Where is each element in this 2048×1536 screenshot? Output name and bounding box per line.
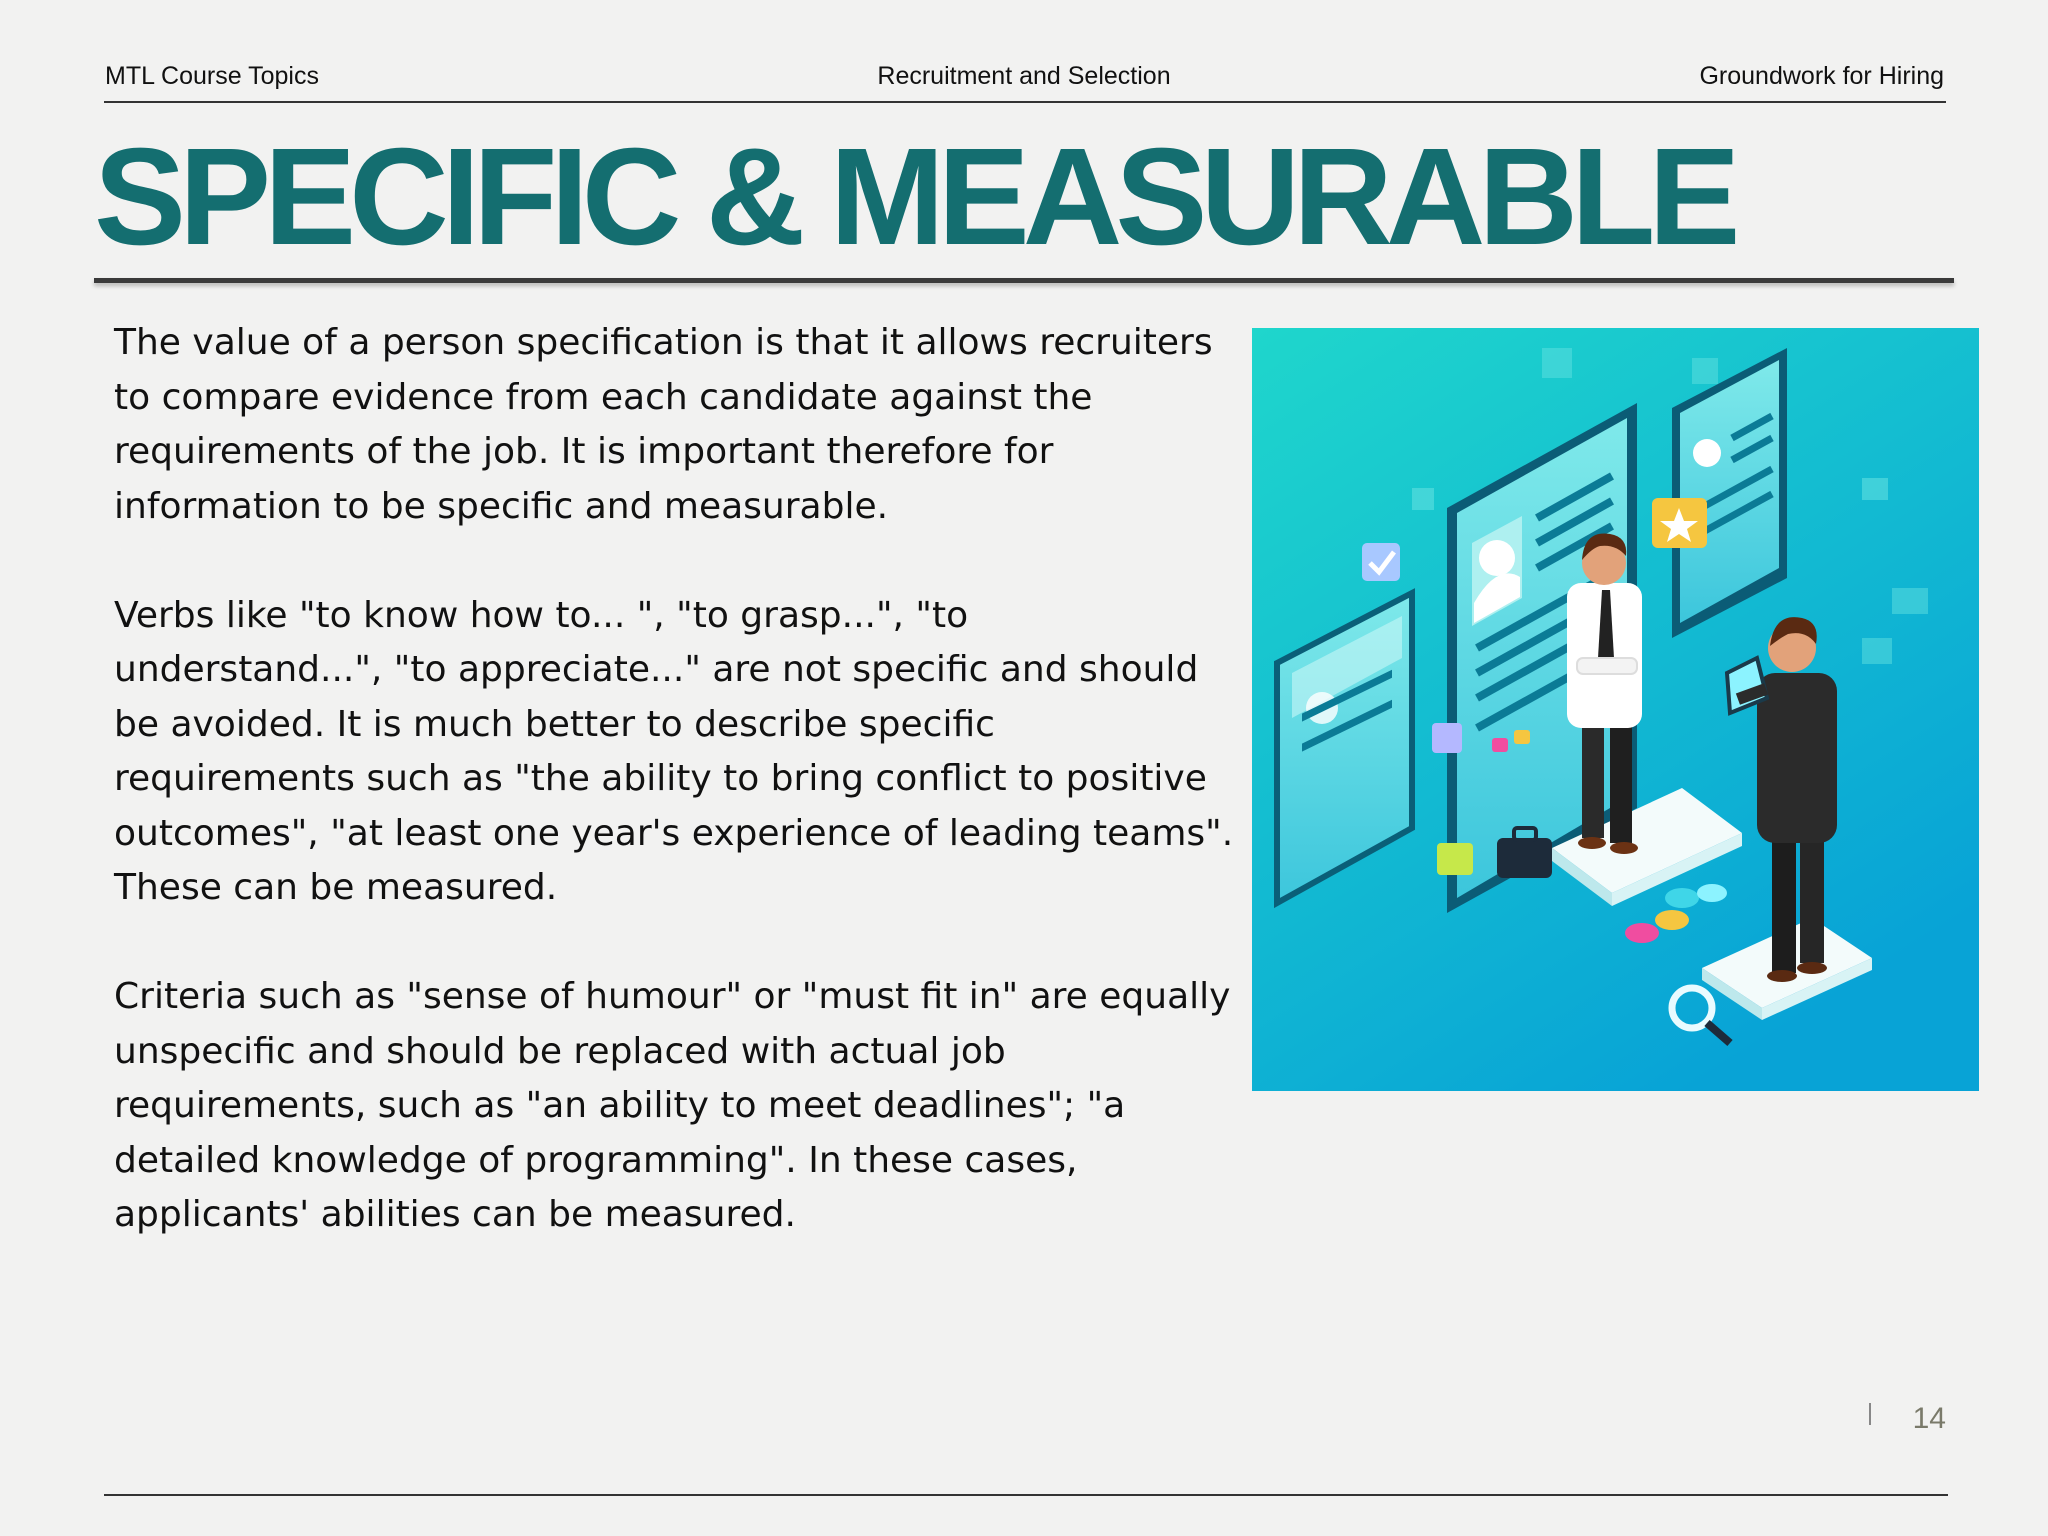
paragraph: The value of a person specification is that it allows recruiters to compare evidence from each candidate against the requirements of the job. It is important therefore for information to be specific and measurable. [114, 322, 1213, 527]
header-topic-label: Recruitment and Selection [877, 62, 1171, 90]
paragraph: Criteria such as "sense of humour" or "must fit in" are equally unspecific and should be replaced with actual job requirements, such as "an ability to meet deadlines"; "a detailed knowledge of programming". In these cases, applicants' abilities can be measured. [114, 976, 1231, 1235]
page-number: 14 [1912, 1402, 1946, 1435]
header-divider [104, 101, 1946, 103]
header-course-label: MTL Course Topics [105, 62, 319, 90]
footer-divider [104, 1494, 1948, 1496]
body-text [114, 316, 1239, 1243]
slide-title: SPECIFIC & MEASURABLE [94, 120, 1734, 274]
title-divider [94, 278, 1954, 283]
page-number-divider [1869, 1403, 1871, 1425]
recruitment-illustration [1252, 328, 1979, 1091]
header-section-label: Groundwork for Hiring [1699, 62, 1944, 90]
paragraph: Verbs like "to know how to... ", "to grasp...", "to understand...", "to appreciate..." are not specific and should be avoided. It is much better to describe specific requirements such as "the ability to bring conflict to positive outcomes", "at least one year's experience of leading teams". These can be measured. [114, 594, 1234, 908]
